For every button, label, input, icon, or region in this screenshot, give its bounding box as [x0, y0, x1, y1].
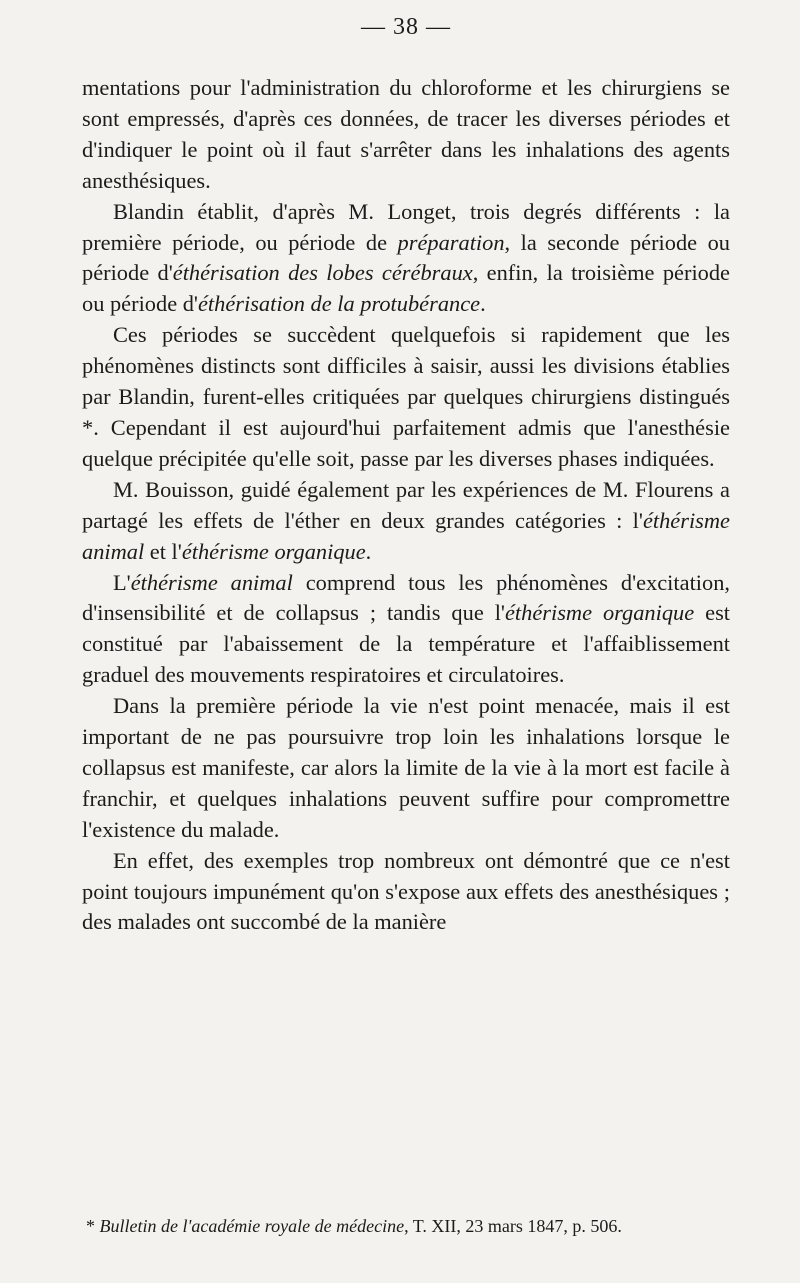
italic-term: éthérisation de la protubérance — [197, 291, 481, 317]
text-run: Ces périodes se succèdent quelquefois si rapidement que les phénomènes distincts sont difficiles à saisir, aussi les divisions établies par Blandin, furent-elles critiquées par quelques chirurgiens distingués *. Cependant il est aujourd'hui parfaitement admis que l'anesthésie quelque précipitée qu'elle soit, passe par les diverses phases indiquées. — [82, 322, 730, 471]
italic-term: préparation — [397, 229, 505, 255]
italic-term: éthérisme organique — [504, 600, 695, 626]
footnote-marker: * — [86, 1216, 95, 1236]
text-run: comprend tous les phénomènes d'excitation, d'insensibilité et de collapsus ; tandis que l' — [82, 569, 730, 626]
text-run: M. Bouisson, guidé également par les expériences de M. Flourens a partagé les effets de l'éther en deux grandes catégories : l' — [82, 476, 730, 533]
paragraph — [82, 691, 730, 846]
paragraph — [82, 475, 730, 568]
text-run: mentations pour l'administration du chloroforme et les chirurgiens se sont empressés, d'après ces données, de tracer les diverses périodes et d'indiquer le point où il faut s'arrêter dans les inhalations des agents anesthésiques. — [82, 75, 730, 193]
text-run: . — [480, 291, 486, 317]
text-run: En effet, des exemples trop nombreux ont démontré que ce n'est point toujours impunément qu'on s'expose aux effets des anesthésiques ; des malades ont succombé de la manière — [82, 847, 730, 935]
text-run: , la seconde période ou période d' — [82, 229, 730, 286]
text-run: . — [365, 538, 372, 564]
page-number: — 38 — — [361, 14, 451, 40]
italic-term: éthérisation des lobes cérébraux — [172, 260, 473, 286]
text-run: est constitué par l'abaissement de la température et l'affaiblissement graduel des mouvements respiratoires et circulatoires. — [82, 600, 731, 688]
body-text — [82, 73, 730, 938]
text-run: et l' — [144, 538, 182, 564]
text-run: , enfin, la troisième période ou période d' — [82, 260, 730, 317]
footnote-details: , T. XII, 23 mars 1847, p. 506. — [404, 1216, 622, 1236]
footnote — [86, 1215, 730, 1237]
paragraph — [82, 320, 730, 475]
paragraph — [82, 197, 730, 321]
paragraph — [82, 73, 730, 197]
italic-term: éthérisme animal — [82, 507, 730, 564]
text-run: Dans la première période la vie n'est point menacée, mais il est important de ne pas poursuivre trop loin les inhalations lorsque le collapsus est manifeste, car alors la limite de la vie à la mort est facile à franchir, et quelques inhalations peuvent suffire pour compromettre l'existence du malade. — [82, 693, 730, 842]
book-page — [82, 0, 730, 1283]
italic-term: éthérisme organique — [181, 538, 366, 564]
paragraph — [82, 846, 730, 939]
footnote-source: Bulletin de l'académie royale de médecine — [99, 1216, 405, 1236]
text-run: Blandin établit, d'après M. Longet, trois degrés différents : la première période, ou période de — [82, 198, 730, 255]
text-run: L' — [113, 569, 131, 595]
paragraph — [82, 568, 730, 692]
italic-term: éthérisme animal — [130, 569, 293, 595]
